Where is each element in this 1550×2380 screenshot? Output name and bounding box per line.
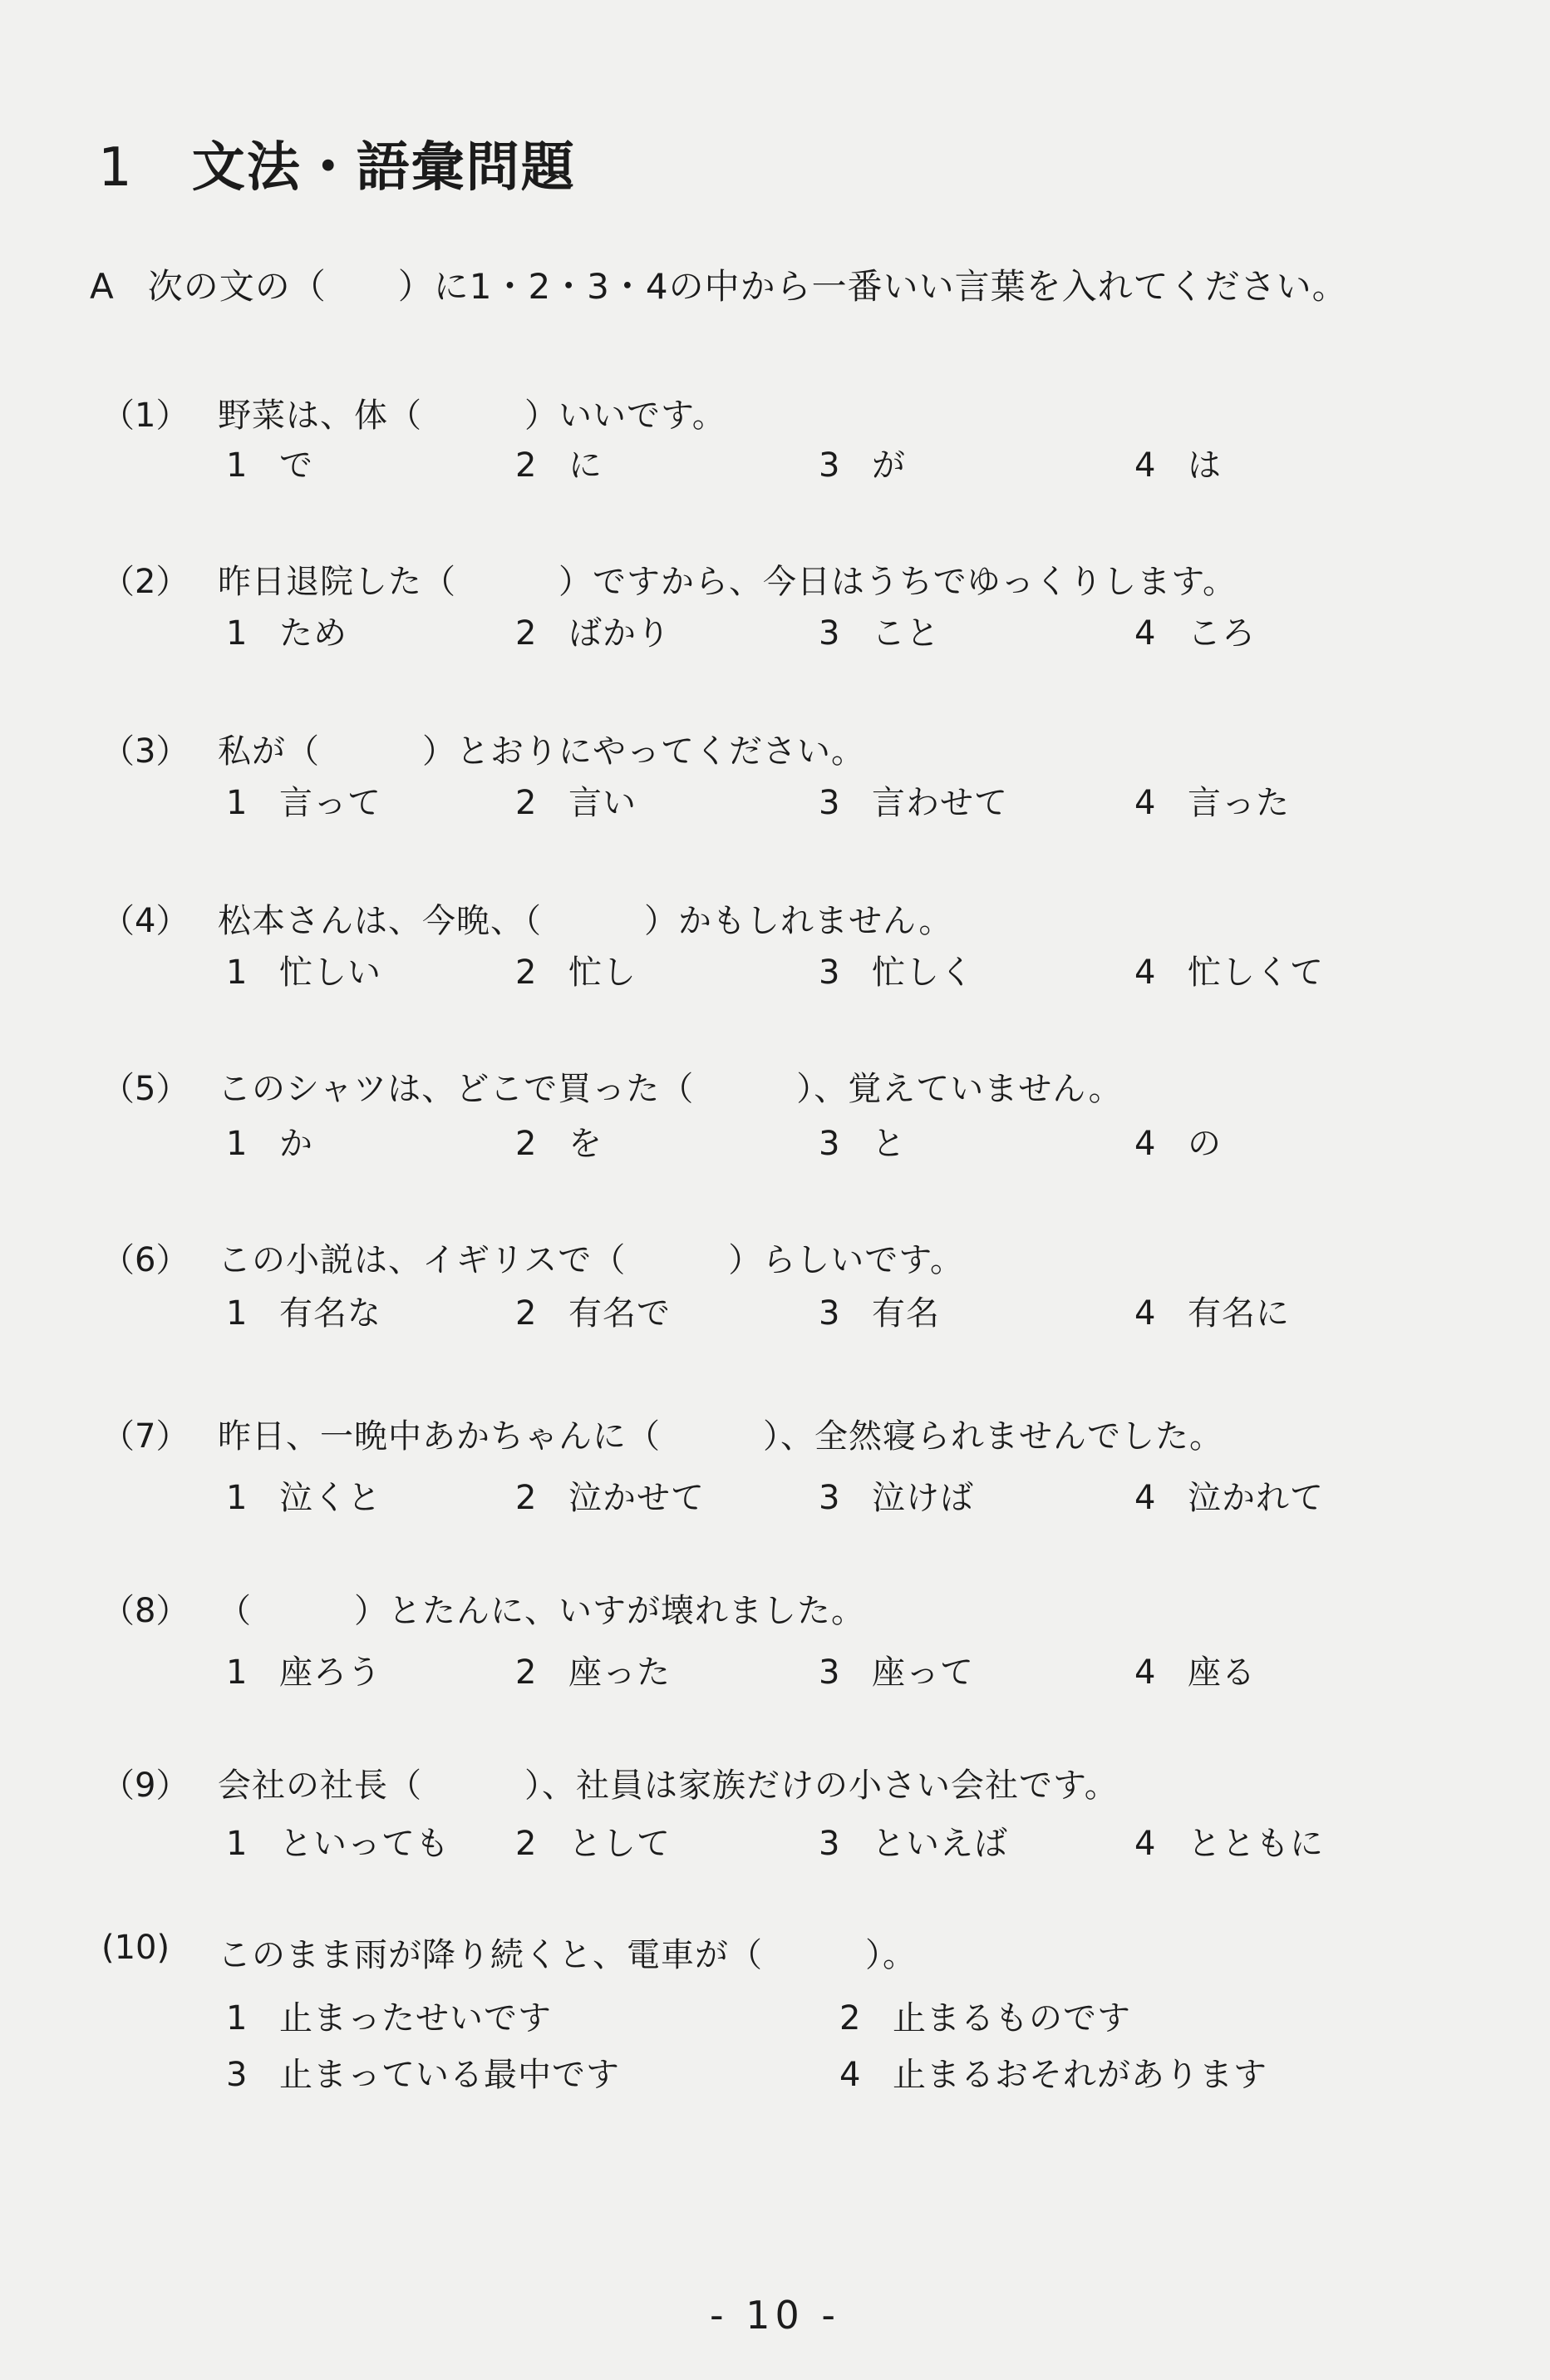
answer-option: 3 止まっている最中です bbox=[226, 2056, 620, 2094]
answer-option: 4 とともに bbox=[1134, 1825, 1324, 1863]
question-text: 昨日、一晩中あかちゃんに（ ）、全然寝られませんでした。 bbox=[218, 1417, 1223, 1456]
answer-option: 4 の bbox=[1134, 1125, 1222, 1163]
answer-option: 1 座ろう bbox=[226, 1653, 381, 1692]
question-text: 松本さんは、今晩、（ ）かもしれません。 bbox=[218, 902, 953, 940]
answer-option: 2 として bbox=[515, 1825, 671, 1863]
answer-option: 4 は bbox=[1134, 446, 1222, 485]
answer-option: 2 泣かせて bbox=[515, 1479, 705, 1517]
instruction-marker: A bbox=[90, 266, 115, 307]
answer-option: 3 と bbox=[819, 1125, 906, 1163]
answer-option: 2 忙し bbox=[515, 953, 637, 992]
answer-option: 4 泣かれて bbox=[1134, 1479, 1324, 1517]
section-title: 文法・語彙問題 bbox=[191, 137, 576, 199]
question-number: （7） bbox=[101, 1417, 189, 1456]
instruction bbox=[90, 259, 1348, 309]
question-text: このシャツは、どこで買った（ ）、覚えていません。 bbox=[218, 1070, 1123, 1108]
section-heading bbox=[98, 125, 576, 201]
answer-option: 3 言わせて bbox=[819, 784, 1008, 822]
question-number: （9） bbox=[101, 1767, 189, 1805]
answer-option: 2 有名で bbox=[515, 1294, 671, 1333]
answer-option: 4 ころ bbox=[1134, 614, 1256, 653]
answer-option: 1 か bbox=[226, 1125, 313, 1163]
answer-option: 4 有名に bbox=[1134, 1294, 1290, 1333]
question-number: （3） bbox=[101, 732, 189, 771]
question-text: このまま雨が降り続くと、電車が（ ）。 bbox=[218, 1936, 917, 1974]
question-text: 野菜は、体（ ）いいです。 bbox=[218, 397, 726, 435]
question-text: 私が（ ）とおりにやってください。 bbox=[218, 732, 865, 771]
page-number: - 10 - bbox=[710, 2293, 840, 2338]
question-number: （4） bbox=[101, 902, 189, 940]
answer-option: 3 泣けば bbox=[819, 1479, 974, 1517]
answer-option: 2 ばかり bbox=[515, 614, 671, 653]
section-number: 1 bbox=[98, 137, 134, 199]
answer-option: 2 を bbox=[515, 1125, 603, 1163]
question-text: （ ）とたんに、いすが壊れました。 bbox=[218, 1592, 865, 1630]
answer-option: 3 忙しく bbox=[819, 953, 974, 992]
answer-option: 3 といえば bbox=[819, 1825, 1008, 1863]
answer-option: 4 座る bbox=[1134, 1653, 1256, 1692]
question-number: （6） bbox=[101, 1241, 189, 1279]
answer-option: 1 泣くと bbox=[226, 1479, 381, 1517]
question-number: （2） bbox=[101, 563, 189, 601]
instruction-text: 次の文の（ ）に1・2・3・4の中から一番いい言葉を入れてください。 bbox=[147, 266, 1348, 307]
answer-option: 4 言った bbox=[1134, 784, 1290, 822]
answer-option: 3 が bbox=[819, 446, 906, 485]
question-number: （5） bbox=[101, 1070, 189, 1108]
answer-option: 3 こと bbox=[819, 614, 940, 653]
answer-option: 2 に bbox=[515, 446, 603, 485]
answer-option: 1 忙しい bbox=[226, 953, 381, 992]
answer-option: 2 止まるものです bbox=[839, 1999, 1131, 2038]
answer-option: 2 言い bbox=[515, 784, 637, 822]
question-text: 会社の社長（ ）、社員は家族だけの小さい会社です。 bbox=[218, 1767, 1119, 1805]
answer-option: 3 座って bbox=[819, 1653, 974, 1692]
answer-option: 1 ため bbox=[226, 614, 347, 653]
question-number: （1） bbox=[101, 397, 189, 435]
answer-option: 1 有名な bbox=[226, 1294, 381, 1333]
answer-option: 1 で bbox=[226, 446, 313, 485]
question-text: この小説は、イギリスで（ ）らしいです。 bbox=[218, 1241, 964, 1279]
answer-option: 1 言って bbox=[226, 784, 381, 822]
question-number: (10) bbox=[101, 1929, 170, 1967]
answer-option: 1 止まったせいです bbox=[226, 1999, 552, 2038]
answer-option: 1 といっても bbox=[226, 1825, 450, 1863]
question-number: （8） bbox=[101, 1592, 189, 1630]
answer-option: 4 止まるおそれがあります bbox=[839, 2056, 1267, 2094]
answer-option: 2 座った bbox=[515, 1653, 671, 1692]
answer-option: 3 有名 bbox=[819, 1294, 940, 1333]
answer-option: 4 忙しくて bbox=[1134, 953, 1324, 992]
question-text: 昨日退院した（ ）ですから、今日はうちでゆっくりします。 bbox=[218, 563, 1237, 601]
